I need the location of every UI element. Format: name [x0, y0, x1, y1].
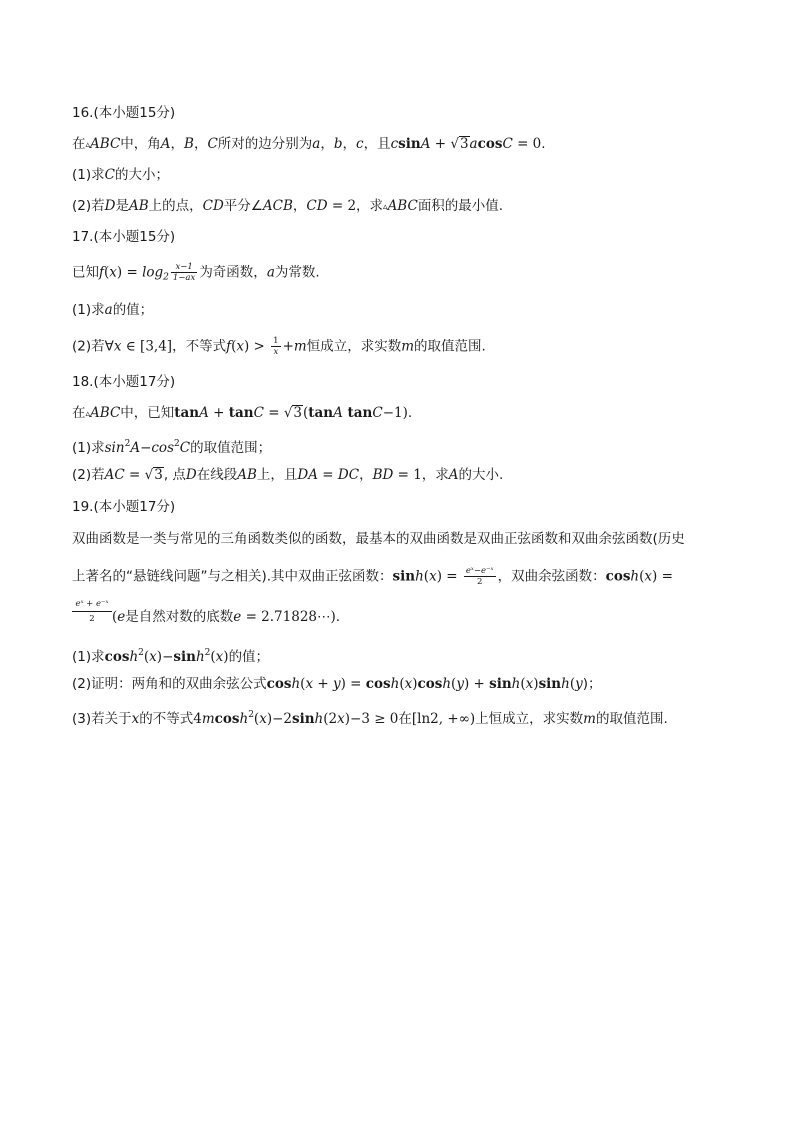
q18-header: 18.(本小题17分)	[72, 374, 176, 390]
q18-stem: 在▵ABC中，已知tanA + tanC = √3(tanA tanC−1).	[72, 405, 413, 421]
q19-part1: (1)求$\cosh^2(x)-\sinh^2(x)$的值；	[72, 648, 270, 665]
q19-sinh-fraction: $\frac{\text{eˣ−e⁻ˣ}}{2}$	[465, 566, 494, 587]
q19-intro-line3: (e是自然对数的底数e = 2.71828⋯).	[112, 609, 341, 625]
q16-header: 16.(本小题15分)	[72, 105, 176, 121]
q19-part2: (2)证明：两角和的双曲余弦公式cosh(x + y) = cosh(x)cosh(y) + sinh(x)sinh(y)；	[72, 676, 602, 692]
q18-part1: (1)求$\sin^2A-\cos^2C$的取值范围；	[72, 439, 272, 456]
q17-log-fraction: $\frac{x-1}{1-ax}$	[172, 262, 196, 283]
q17-header: 17.(本小题15分)	[72, 229, 176, 245]
q19-header: 19.(本小题17分)	[72, 499, 176, 515]
q16-stem: 在▵ABC中，角A，B，C所对的边分别为a，b，c，且csinA + √3acosC = 0.	[72, 136, 546, 152]
q19-intro-line2: 上著名的“悬链线问题”与之相关).其中双曲正弦函数：sinh(x) = $\frac{\text{eˣ−e⁻ˣ}}{2}$ ，双曲余弦函数：cosh(x) =	[72, 566, 673, 587]
q19-cosh-fraction: $\frac{\text{eˣ + e⁻ˣ}}{2}$	[72, 599, 112, 624]
q18-part2: (2)若AC = √3, 点D在线段AB上，且DA = DC，BD = 1，求A的大小.	[72, 467, 504, 483]
q17-stem: 已知$f(x) = \log_2$ $\frac{x-1}{1-ax}$ 为奇函数，a为常数.	[72, 262, 320, 283]
q16-part2: (2)若D是AB上的点，CD平分∠ACB，CD = 2，求▵ABC面积的最小值.	[72, 198, 504, 214]
q16-part1: (1)求C的大小；	[72, 167, 169, 183]
q17-part2: (2)若∀x ∈ [3,4]，不等式f(x) > $\frac{1}{x}$ +m恒成立，求实数m的取值范围.	[72, 336, 486, 357]
q17-one-over-x-fraction: $\frac{1}{x}$	[273, 336, 279, 357]
q19-part3: (3)若关于x的不等式4mcosh$^2$(x)−2sinh(2x)−3 ≥ 0在[ln2, +∞)上恒成立，求实数m的取值范围.	[72, 710, 668, 727]
q17-part1: (1)求a的值；	[72, 302, 154, 318]
q19-intro-line1: 双曲函数是一类与常见的三角函数类似的函数，最基本的双曲函数是双曲正弦函数和双曲余弦函数(历史	[72, 531, 685, 547]
